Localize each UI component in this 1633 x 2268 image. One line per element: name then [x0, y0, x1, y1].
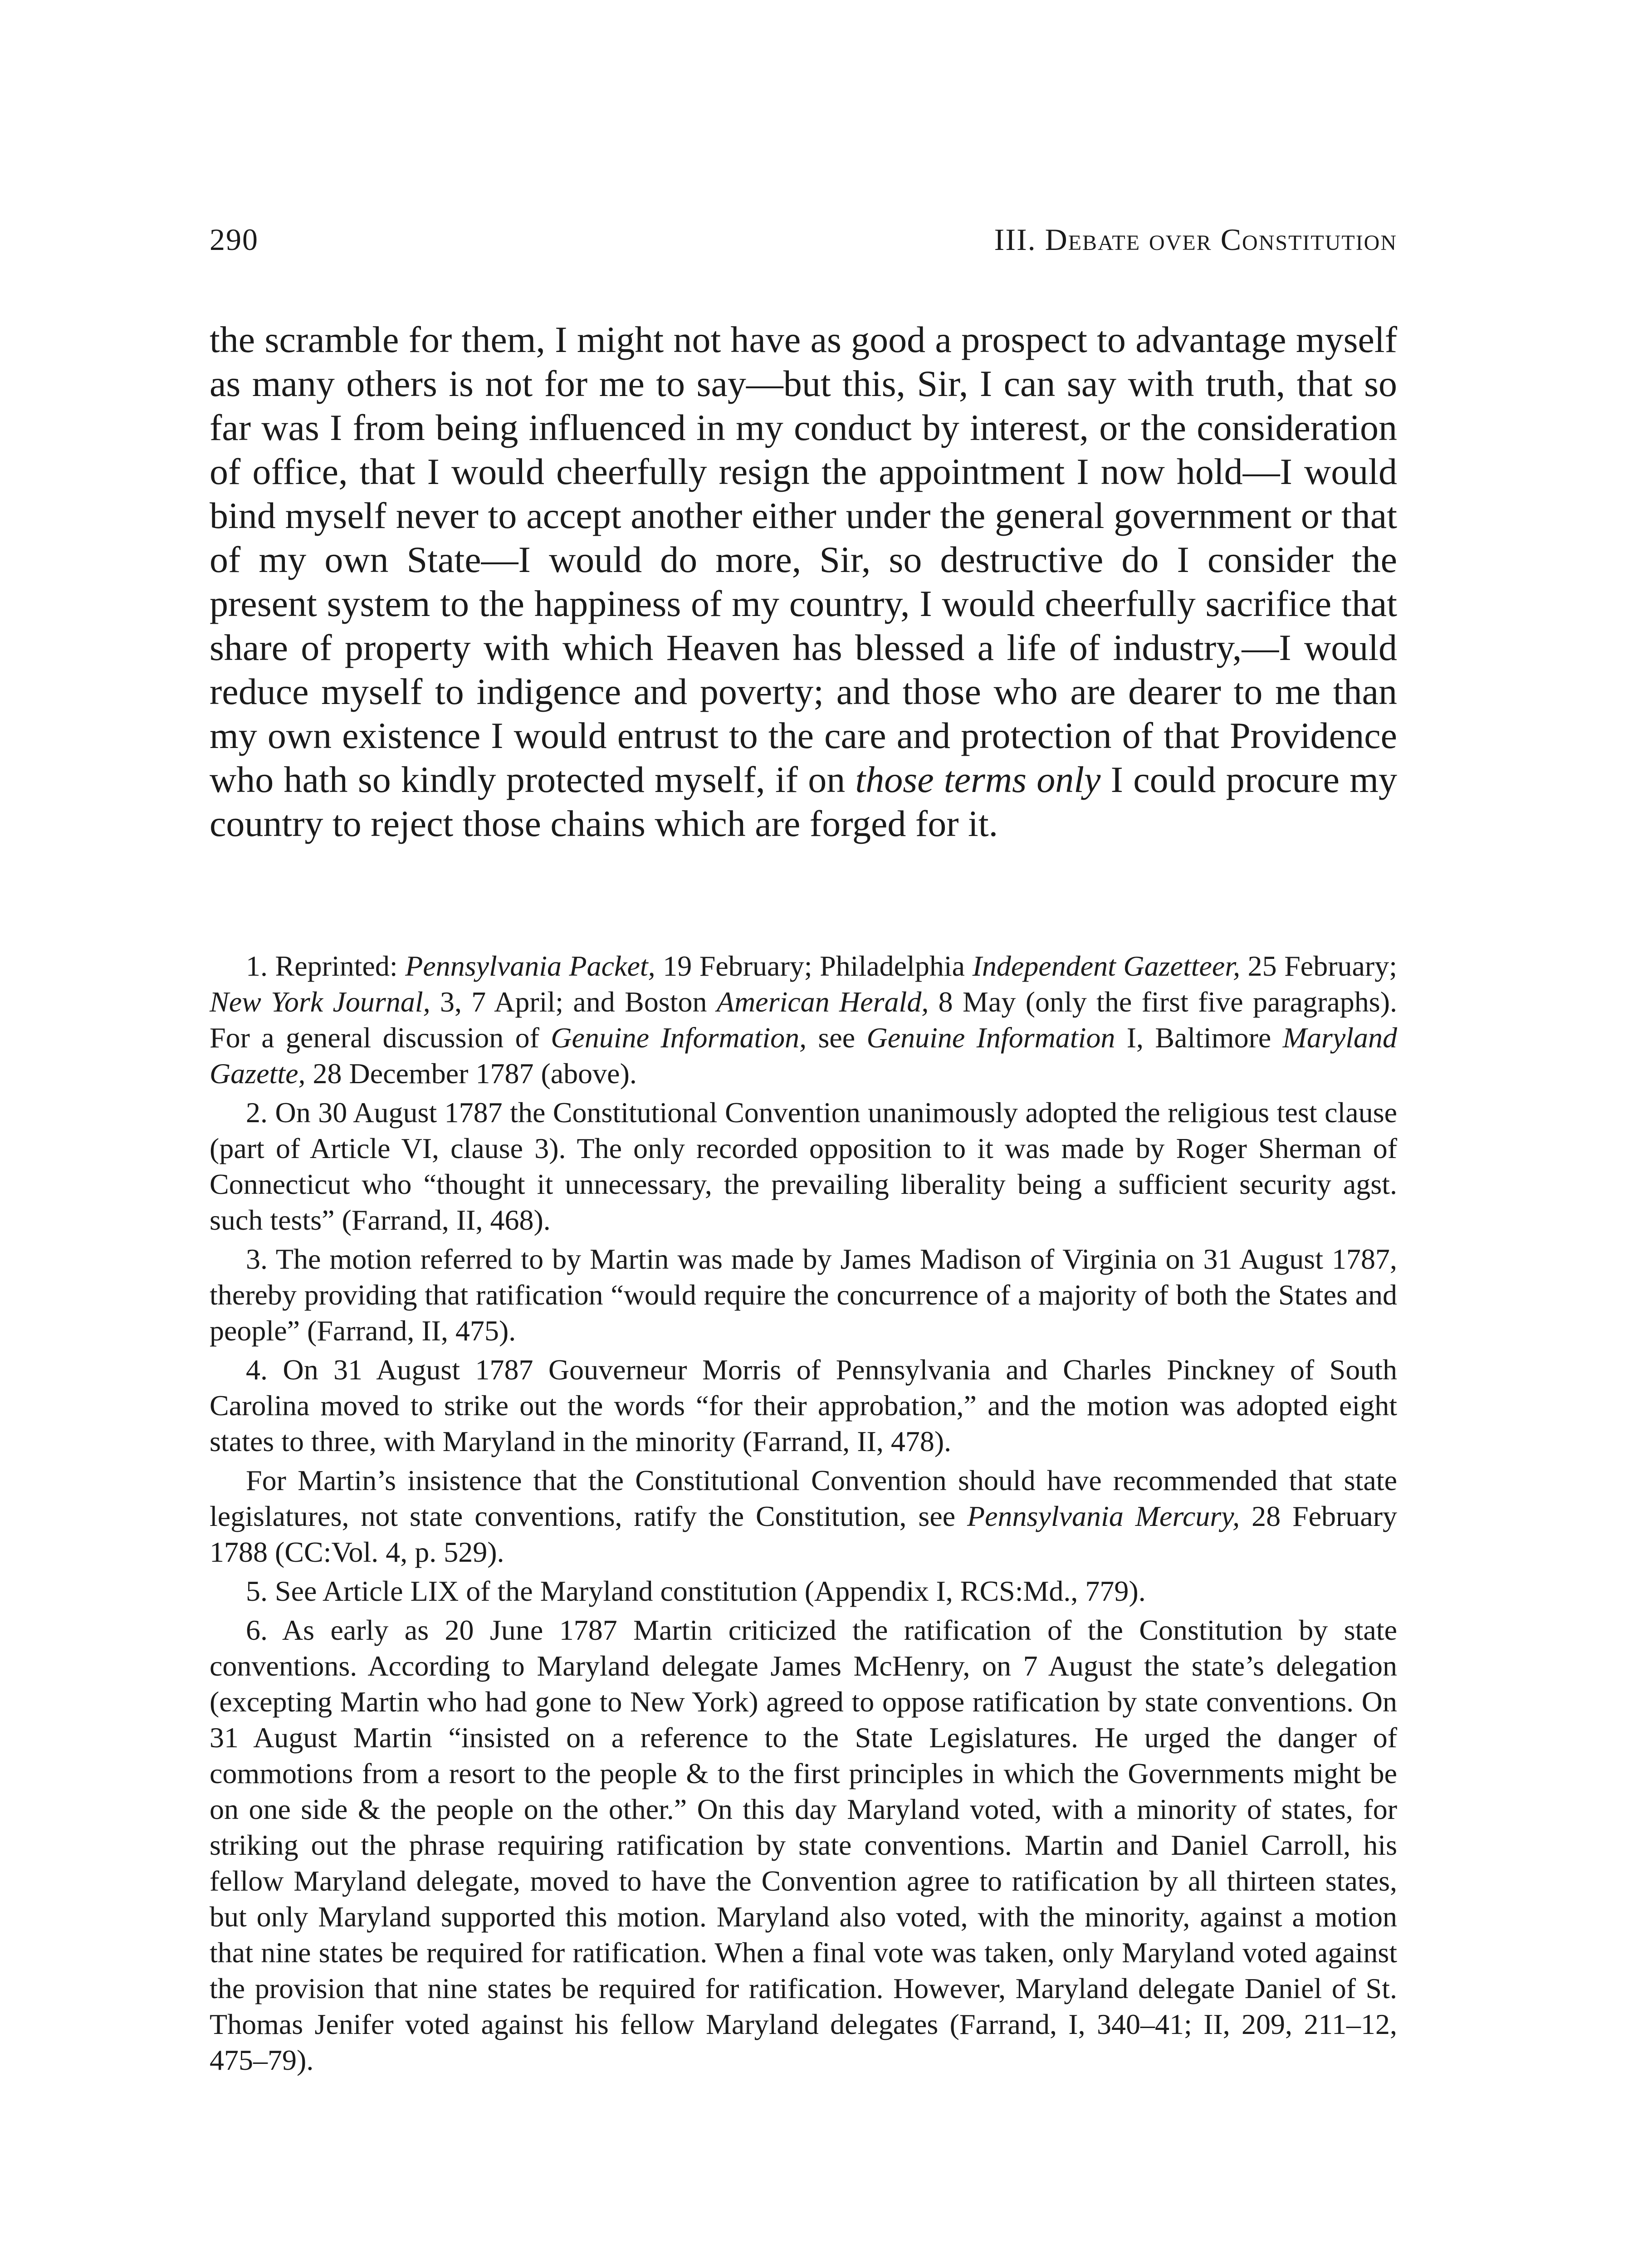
note-text: I, Baltimore: [1115, 1022, 1283, 1054]
note-text: 3, 7 April; and Boston: [430, 986, 717, 1018]
note-text: The motion referred to by Martin was made by James Madison of Virginia on 31 August 1787, thereby providing that ratification “would require the concurrence of a majority of both the States and people” (Farrand, II, 475).: [210, 1243, 1397, 1347]
note-3: [210, 1241, 1397, 1349]
note-text: 19 February; Philadelphia: [655, 950, 973, 982]
note-text: 28 December 1787 (above).: [305, 1057, 637, 1090]
note-italic: New York Journal,: [210, 986, 430, 1018]
editorial-notes: [210, 948, 1397, 2081]
note-text: see: [807, 1022, 867, 1054]
note-italic: Genuine Information: [866, 1022, 1115, 1054]
note-number: 3.: [246, 1243, 268, 1275]
running-head: [210, 221, 1397, 258]
note-text: 25 February;: [1240, 950, 1398, 982]
note-number: 1.: [246, 950, 268, 982]
body-text-before: the scramble for them, I might not have as good a prospect to advantage myself as many others is not for me to say—but this, Sir, I can say with truth, that so far was I from being influenced in my conduct by interest, or the consideration of office, that I would cheerfully resign the appointment I now hold—I would bind myself never to accept another either under the general government or that of my own State—I would do more, Sir, so destructive do I consider the present system to the happiness of my country, I would cheerfully sacrifice that share of property with which Heaven has blessed a life of industry,—I would reduce myself to indigence and poverty; and those who are dearer to me than my own existence I would entrust to the care and protection of that Providence who hath so kindly protected myself, if on: [210, 319, 1397, 800]
note-text: On 30 August 1787 the Constitutional Convention unanimously adopted the religious test clause (part of Article VI, clause 3). The only recorded opposition to it was made by Roger Sherman of Connecticut who “thought it unnecessary, the prevailing liberality being a sufficient security agst. such tests” (Farrand, II, 468).: [210, 1096, 1397, 1236]
note-5: [210, 1573, 1397, 1609]
note-4: [210, 1352, 1397, 1459]
note-text: 8 May (only the first five paragraphs). For a general discussion of: [210, 986, 1398, 1054]
note-italic: Pennsylvania Packet,: [405, 950, 655, 982]
note-4-continuation: [210, 1462, 1397, 1570]
note-italic: Independent Gazetteer,: [972, 950, 1241, 982]
note-number: 2.: [246, 1096, 268, 1129]
note-italic: Genuine Information,: [551, 1022, 807, 1054]
note-italic: Maryland Gazette,: [210, 1022, 1398, 1090]
note-text: 28 February 1788 (CC:Vol. 4, p. 529).: [210, 1500, 1398, 1568]
note-italic: American Herald,: [716, 986, 929, 1018]
note-text: See Article LIX of the Maryland constitution (Appendix I, RCS:Md., 779).: [268, 1575, 1146, 1607]
note-2: [210, 1095, 1397, 1238]
note-italic: Pennsylvania Mercury,: [967, 1500, 1240, 1532]
note-number: 6.: [246, 1614, 268, 1646]
note-number: 4.: [246, 1354, 268, 1386]
page-number: 290: [210, 222, 259, 257]
note-text: Reprinted:: [268, 950, 406, 982]
body-text-after: I could procure my country to reject those chains which are forged for it.: [210, 759, 1398, 844]
note-text: On 31 August 1787 Gouverneur Morris of Pennsylvania and Charles Pinckney of South Carolina moved to strike out the words “for their approbation,” and the motion was adopted eight states to three, with Maryland in the minority (Farrand, II, 478).: [210, 1354, 1397, 1457]
note-6: [210, 1612, 1397, 2078]
body-paragraph: [210, 318, 1397, 846]
section-title: III. Debate over Constitution: [994, 222, 1397, 257]
note-text: For Martin’s insistence that the Constitutional Convention should have recommended that state legislatures, not state conventions, ratify the Constitution, see: [210, 1464, 1397, 1532]
body-emphasis: those terms only: [855, 759, 1101, 800]
note-text: As early as 20 June 1787 Martin criticized the ratification of the Constitution by state conventions. According to Maryland delegate James McHenry, on 7 August the state’s delegation (excepting Martin who had gone to New York) agreed to oppose ratification by state conventions. On 31 August Martin “insisted on a reference to the State Legislatures. He urged the danger of commotions from a resort to the people & to the first principles in which the Governments might be on one side & the people on the other.” On this day Maryland voted, with a minority of states, for striking out the phrase requiring ratification by state conventions. Martin and Daniel Carroll, his fellow Maryland delegate, moved to have the Convention agree to ratification by all thirteen states, but only Maryland supported this motion. Maryland also voted, with the minority, against a motion that nine states be required for ratification. When a final vote was taken, only Maryland voted against the provision that nine states be required for ratification. However, Maryland delegate Daniel of St. Thomas Jenifer voted against his fellow Maryland delegates (Farrand, I, 340–41; II, 209, 211–12, 475–79).: [210, 1614, 1397, 2076]
note-number: 5.: [246, 1575, 268, 1607]
note-1: [210, 948, 1397, 1091]
